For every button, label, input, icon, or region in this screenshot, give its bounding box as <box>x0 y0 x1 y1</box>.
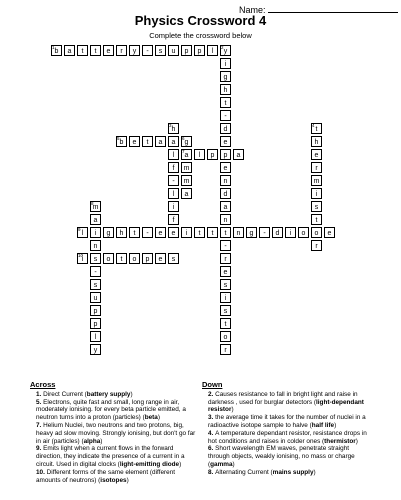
cell-letter: g <box>223 74 228 81</box>
clue-text: Helium Nuclei, two neutrons and two protons, big, heavy ad slow moving. Strongly ionising, but don't go far in air (particles) ( <box>36 421 196 445</box>
cell-letter: s <box>93 256 98 263</box>
clue-text: Emits light when a current flows in the forward direction, they indicate the presence of a current in a circuit. Used in digital clocks ( <box>36 445 185 468</box>
grid-cell[interactable] <box>220 110 231 121</box>
grid-cell[interactable] <box>311 240 322 251</box>
clue-number: 9. <box>36 445 44 453</box>
grid-cell[interactable] <box>181 227 192 238</box>
cell-number: 9 <box>78 227 81 232</box>
cell-letter: t <box>146 139 149 146</box>
grid-cell[interactable] <box>90 331 101 342</box>
cell-letter: g <box>106 230 111 237</box>
down-clue <box>208 414 370 430</box>
clue-text: Alternating Current ( <box>215 468 273 476</box>
cell-letter: l <box>94 334 97 341</box>
cell-letter: m <box>183 165 190 172</box>
cell-letter: o <box>301 230 306 237</box>
cell-letter: b <box>119 139 124 146</box>
grid-cell[interactable] <box>194 149 205 160</box>
cell-letter: l <box>81 230 84 237</box>
grid-cell[interactable] <box>90 279 101 290</box>
grid-cell[interactable] <box>220 331 231 342</box>
grid-cell[interactable] <box>311 175 322 186</box>
grid-cell[interactable] <box>233 227 244 238</box>
grid-cell[interactable] <box>129 227 140 238</box>
cell-letter: e <box>223 269 228 276</box>
grid-cell[interactable] <box>168 45 179 56</box>
clue-answer: alpha <box>83 437 101 445</box>
grid-cell[interactable] <box>90 253 101 264</box>
grid-cell[interactable] <box>168 149 179 160</box>
cell-letter: t <box>211 230 214 237</box>
grid-cell[interactable] <box>90 292 101 303</box>
grid-cell[interactable] <box>155 45 166 56</box>
cell-letter: f <box>172 165 175 172</box>
grid-cell[interactable] <box>142 253 153 264</box>
grid-cell[interactable] <box>220 344 231 355</box>
cell-letter: t <box>133 230 136 237</box>
cell-number: 1 <box>52 45 55 50</box>
grid-cell[interactable] <box>220 97 231 108</box>
cell-letter: u <box>171 48 176 55</box>
cell-letter: m <box>183 178 190 185</box>
cell-letter: - <box>94 269 97 276</box>
across-clue <box>36 422 200 445</box>
clue-tail: ) <box>232 460 235 468</box>
grid-cell[interactable] <box>220 266 231 277</box>
name-label: Name: <box>239 5 266 15</box>
grid-cell[interactable] <box>220 292 231 303</box>
grid-cell[interactable] <box>90 318 101 329</box>
cell-letter: i <box>224 295 227 302</box>
clue-text: Different forms of the same element (different amounts of neutrons) ( <box>36 468 176 484</box>
clue-tail: ) <box>179 460 182 468</box>
cell-letter: i <box>185 230 188 237</box>
down-clue <box>208 391 370 414</box>
clue-answer: half life <box>311 421 335 429</box>
cell-letter: t <box>315 126 318 133</box>
grid-cell[interactable] <box>64 45 75 56</box>
cell-letter: p <box>93 308 98 315</box>
clue-answer: thermistor <box>324 437 356 445</box>
down-heading: Down <box>202 380 223 389</box>
cell-letter: d <box>275 230 280 237</box>
cell-number: 8 <box>91 201 94 206</box>
clue-text: Causes resistance to fall in bright light and raise in darkness , used for burglar detectors ( <box>208 390 358 406</box>
cell-letter: h <box>223 87 228 94</box>
grid-cell[interactable] <box>168 136 179 147</box>
grid-cell[interactable] <box>311 214 322 225</box>
down-clues <box>202 381 370 477</box>
grid-cell[interactable] <box>142 45 153 56</box>
across-heading: Across <box>30 380 56 389</box>
cell-number: 4 <box>312 123 315 128</box>
cell-letter: o <box>106 256 111 263</box>
grid-cell[interactable] <box>220 279 231 290</box>
grid-cell[interactable] <box>220 58 231 69</box>
grid-cell[interactable] <box>90 201 101 212</box>
grid-cell[interactable] <box>311 188 322 199</box>
grid-cell[interactable] <box>324 227 335 238</box>
clue-number: 4. <box>208 429 216 437</box>
cell-letter: u <box>93 295 98 302</box>
grid-cell[interactable] <box>220 305 231 316</box>
cell-letter: - <box>224 113 227 120</box>
cell-letter: a <box>67 48 72 55</box>
clue-tail: ) <box>313 468 316 476</box>
grid-cell[interactable] <box>220 71 231 82</box>
cell-letter: e <box>171 230 176 237</box>
cell-number: 5 <box>117 136 120 141</box>
cell-letter: s <box>314 204 319 211</box>
cell-letter: s <box>158 48 163 55</box>
grid-cell[interactable] <box>311 123 322 134</box>
clue-text: the average time it takes for the number of nuclei in a radioactive isotope sample to halve ( <box>208 414 366 429</box>
grid-cell[interactable] <box>181 45 192 56</box>
grid-cell[interactable] <box>207 45 218 56</box>
cell-letter: h <box>314 139 319 146</box>
cell-letter: s <box>93 282 98 289</box>
clue-answer: light-emitting diode <box>119 460 180 468</box>
cell-letter: d <box>223 191 228 198</box>
cell-letter: r <box>224 347 227 354</box>
grid-cell[interactable] <box>155 227 166 238</box>
clue-answer: mains supply <box>272 468 314 476</box>
grid-cell[interactable] <box>116 45 127 56</box>
across-clue <box>36 391 200 399</box>
clue-tail: ) <box>157 414 160 422</box>
grid-cell[interactable] <box>220 136 231 147</box>
page-title: Physics Crossword 4 <box>134 13 267 28</box>
grid-cell[interactable] <box>168 201 179 212</box>
grid-cell[interactable] <box>103 227 114 238</box>
cell-letter: s <box>223 282 228 289</box>
grid-cell[interactable] <box>194 227 205 238</box>
clue-text: Electrons, quite fast and small, long range in air, moderately ionising. for every beta particle emitted, a neutron turns into a proton (particles) ( <box>36 398 186 422</box>
cell-letter: - <box>263 230 266 237</box>
cell-letter: p <box>197 48 202 55</box>
across-clue <box>36 469 200 485</box>
clue-tail: ) <box>231 406 234 414</box>
cell-letter: l <box>211 48 214 55</box>
cell-letter: t <box>120 256 123 263</box>
grid-cell[interactable] <box>168 123 179 134</box>
page-subtitle: Complete the crossword below <box>149 31 252 40</box>
grid-cell[interactable] <box>103 253 114 264</box>
grid-cell[interactable] <box>220 240 231 251</box>
cell-letter: a <box>158 139 163 146</box>
grid-cell[interactable] <box>90 240 101 251</box>
cell-letter: e <box>106 48 111 55</box>
cell-letter: t <box>224 321 227 328</box>
grid-cell[interactable] <box>103 45 114 56</box>
grid-cell[interactable] <box>311 227 322 238</box>
grid-cell[interactable] <box>51 45 62 56</box>
grid-cell[interactable] <box>90 227 101 238</box>
cell-letter: i <box>224 61 227 68</box>
cell-letter: - <box>146 48 149 55</box>
cell-letter: t <box>94 48 97 55</box>
grid-cell[interactable] <box>220 227 231 238</box>
across-clue-list <box>30 391 200 485</box>
grid-cell[interactable] <box>220 201 231 212</box>
clue-number: 5. <box>36 398 44 406</box>
across-clue <box>36 399 200 422</box>
grid-cell[interactable] <box>285 227 296 238</box>
clue-number: 2. <box>208 390 216 398</box>
clue-answer: battery supply <box>86 390 131 398</box>
clue-answer: beta <box>144 414 158 422</box>
grid-cell[interactable] <box>220 149 231 160</box>
cell-letter: - <box>224 243 227 250</box>
grid-cell[interactable] <box>168 175 179 186</box>
grid-cell[interactable] <box>116 253 127 264</box>
cell-letter: p <box>145 256 150 263</box>
clue-answer: gamma <box>210 460 233 468</box>
cell-letter: a <box>93 217 98 224</box>
grid-cell[interactable] <box>220 318 231 329</box>
clue-answer: light-dependant resistor <box>208 398 364 414</box>
cell-number: 6 <box>182 136 185 141</box>
grid-cell[interactable] <box>311 149 322 160</box>
cell-letter: b <box>54 48 59 55</box>
grid-cell[interactable] <box>90 305 101 316</box>
clue-tail: ) <box>355 437 358 445</box>
cell-letter: y <box>132 48 137 55</box>
cell-number: 2 <box>221 45 224 50</box>
cell-letter: e <box>158 230 163 237</box>
grid-cell[interactable] <box>181 136 192 147</box>
down-clue <box>208 445 370 468</box>
cell-letter: n <box>223 178 228 185</box>
clue-number: 7. <box>36 421 44 429</box>
grid-cell[interactable] <box>116 227 127 238</box>
across-clue <box>36 445 200 468</box>
grid-cell[interactable] <box>220 253 231 264</box>
cell-letter: p <box>184 48 189 55</box>
cell-letter: - <box>172 178 175 185</box>
grid-cell[interactable] <box>77 45 88 56</box>
cell-letter: a <box>171 139 176 146</box>
grid-cell[interactable] <box>90 214 101 225</box>
cell-letter: r <box>224 256 227 263</box>
cell-letter: n <box>93 243 98 250</box>
cell-letter: n <box>223 217 228 224</box>
grid-cell[interactable] <box>155 136 166 147</box>
cell-letter: l <box>198 152 201 159</box>
clue-number: 10. <box>36 468 47 476</box>
grid-cell[interactable] <box>90 344 101 355</box>
grid-cell[interactable] <box>142 227 153 238</box>
grid-cell[interactable] <box>142 136 153 147</box>
cell-letter: r <box>315 243 318 250</box>
cell-letter: i <box>172 204 175 211</box>
grid-cell[interactable] <box>129 253 140 264</box>
clue-number: 1. <box>36 390 44 398</box>
grid-cell[interactable] <box>181 149 192 160</box>
grid-cell[interactable] <box>181 188 192 199</box>
grid-cell[interactable] <box>220 84 231 95</box>
clue-tail: ) <box>130 390 133 398</box>
cell-letter: r <box>315 165 318 172</box>
cell-letter: e <box>223 165 228 172</box>
grid-cell[interactable] <box>220 188 231 199</box>
grid-cell[interactable] <box>311 201 322 212</box>
grid-cell[interactable] <box>272 227 283 238</box>
grid-cell[interactable] <box>77 227 88 238</box>
cell-number: 7 <box>182 149 185 154</box>
grid-cell[interactable] <box>311 136 322 147</box>
cell-letter: r <box>120 48 123 55</box>
grid-cell[interactable] <box>155 253 166 264</box>
cell-letter: a <box>184 191 189 198</box>
grid-cell[interactable] <box>129 45 140 56</box>
cell-letter: o <box>314 230 319 237</box>
cell-letter: t <box>198 230 201 237</box>
cell-letter: y <box>93 347 98 354</box>
grid-cell[interactable] <box>194 45 205 56</box>
grid-cell[interactable] <box>233 149 244 160</box>
cell-letter: t <box>224 230 227 237</box>
cell-letter: o <box>223 334 228 341</box>
grid-cell[interactable] <box>311 162 322 173</box>
cell-letter: a <box>184 152 189 159</box>
grid-cell[interactable] <box>90 266 101 277</box>
cell-letter: e <box>158 256 163 263</box>
cell-letter: y <box>223 48 228 55</box>
grid-cell[interactable] <box>220 123 231 134</box>
grid-cell[interactable] <box>168 188 179 199</box>
grid-cell[interactable] <box>181 175 192 186</box>
cell-letter: g <box>184 139 189 146</box>
cell-letter: a <box>236 152 241 159</box>
grid-cell[interactable] <box>220 45 231 56</box>
cell-letter: e <box>314 152 319 159</box>
clue-text: A temperature dependant resistor, resistance drops in hot conditions and raises in colder ones ( <box>208 429 367 445</box>
grid-cell[interactable] <box>220 162 231 173</box>
cell-letter: n <box>236 230 241 237</box>
clue-tail: ) <box>334 421 337 429</box>
cell-letter: g <box>249 230 254 237</box>
across-clues <box>30 381 200 484</box>
cell-letter: h <box>119 230 124 237</box>
clue-number: 3. <box>208 414 216 422</box>
cell-letter: t <box>315 217 318 224</box>
clue-tail: ) <box>126 476 129 484</box>
cell-letter: l <box>172 191 175 198</box>
clue-tail: ) <box>100 437 103 445</box>
cell-letter: - <box>146 230 149 237</box>
cell-letter: a <box>223 204 228 211</box>
cell-number: 3 <box>169 123 172 128</box>
cell-letter: i <box>289 230 292 237</box>
clue-number: 6. <box>208 445 216 453</box>
grid-cell[interactable] <box>168 227 179 238</box>
cell-letter: i <box>315 191 318 198</box>
cell-letter: e <box>132 139 137 146</box>
cell-letter: f <box>172 217 175 224</box>
cell-number: 10 <box>78 253 84 258</box>
grid-cell[interactable] <box>298 227 309 238</box>
grid-cell[interactable] <box>90 45 101 56</box>
down-clue <box>208 469 370 477</box>
clue-answer: isotopes <box>100 476 127 484</box>
down-clue-list <box>202 391 370 477</box>
grid-cell[interactable] <box>116 136 127 147</box>
cell-letter: d <box>223 126 228 133</box>
grid-cell[interactable] <box>168 253 179 264</box>
cell-letter: i <box>94 230 97 237</box>
clue-text: Direct Current ( <box>43 390 87 398</box>
cell-letter: o <box>132 256 137 263</box>
cell-letter: t <box>81 48 84 55</box>
cell-letter: i <box>81 256 84 263</box>
cell-letter: e <box>223 139 228 146</box>
grid-cell[interactable] <box>207 227 218 238</box>
grid-cell[interactable] <box>168 214 179 225</box>
cell-letter: p <box>223 152 228 159</box>
cell-letter: m <box>313 178 320 185</box>
cell-letter: m <box>92 204 99 211</box>
grid-cell[interactable] <box>246 227 257 238</box>
grid-cell[interactable] <box>129 136 140 147</box>
grid-cell[interactable] <box>181 162 192 173</box>
grid-cell[interactable] <box>259 227 270 238</box>
cell-letter: s <box>171 256 176 263</box>
grid-cell[interactable] <box>77 253 88 264</box>
grid-cell[interactable] <box>220 175 231 186</box>
cell-letter: h <box>171 126 176 133</box>
cell-letter: e <box>327 230 332 237</box>
clue-number: 8. <box>208 468 216 476</box>
cell-letter: t <box>224 100 227 107</box>
cell-letter: p <box>210 152 215 159</box>
grid-cell[interactable] <box>168 162 179 173</box>
cell-letter: p <box>93 321 98 328</box>
grid-cell[interactable] <box>207 149 218 160</box>
clue-text: Short wavelength EM waves, penetrate straight through objects, weakly ionising, no mass or charge ( <box>208 445 355 468</box>
cell-letter: l <box>172 152 175 159</box>
grid-cell[interactable] <box>220 214 231 225</box>
cell-letter: s <box>223 308 228 315</box>
down-clue <box>208 430 370 446</box>
